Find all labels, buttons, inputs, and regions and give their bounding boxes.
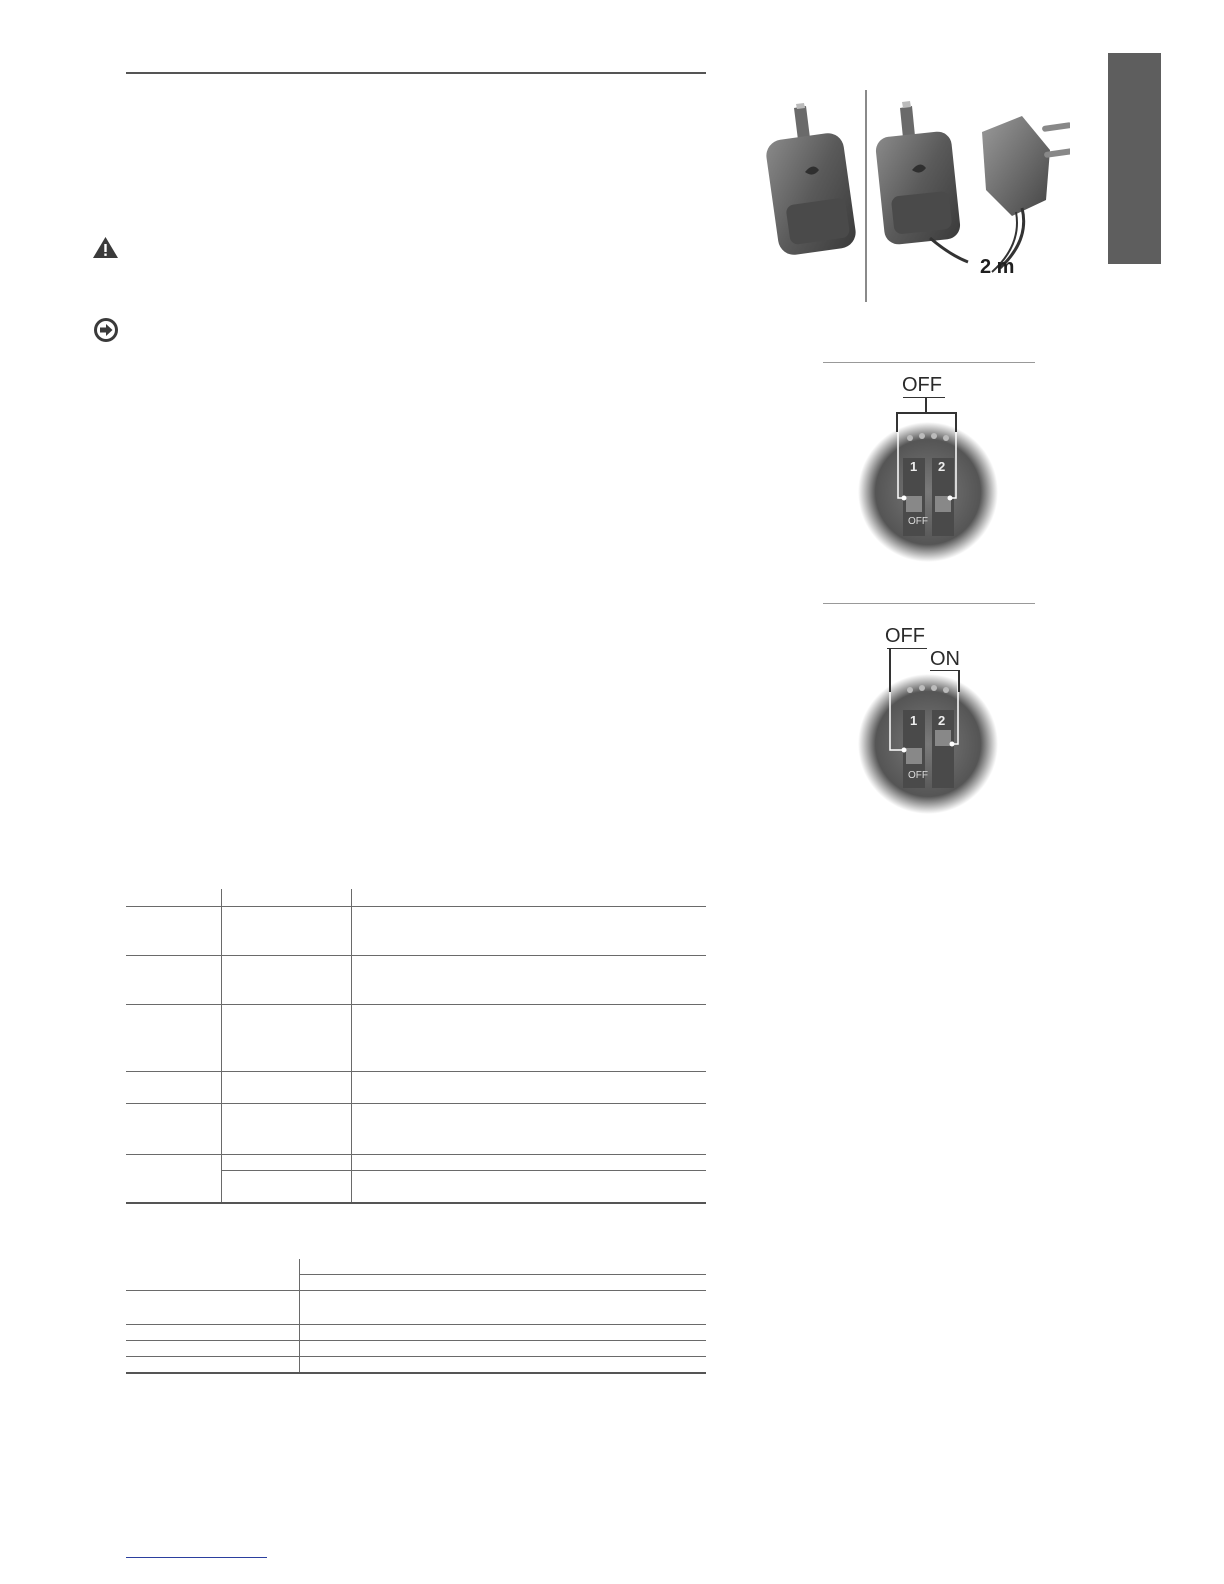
table-2-row-rule bbox=[126, 1356, 706, 1357]
dip-1-number-2: 2 bbox=[938, 459, 946, 474]
table-1-row-rule bbox=[126, 955, 706, 956]
table-1-col-divider bbox=[221, 889, 222, 1203]
figure-1-rule bbox=[823, 362, 1035, 363]
table-1-row-rule bbox=[126, 1154, 706, 1155]
table-1-row-rule bbox=[126, 1004, 706, 1005]
arrow-right-circle-icon bbox=[93, 317, 119, 343]
dip-2-off-label: OFF bbox=[885, 625, 925, 647]
dip-1-bracket-stem bbox=[925, 398, 927, 412]
footnote-separator bbox=[126, 1557, 267, 1558]
dip-2-off-underline bbox=[887, 648, 927, 649]
table-2-row-rule bbox=[126, 1324, 706, 1325]
dip-1-off-underline bbox=[903, 397, 945, 398]
dip-2-number-1: 1 bbox=[910, 713, 918, 728]
table-2-bottom-rule bbox=[126, 1372, 706, 1374]
dip-2-on-underline bbox=[930, 670, 960, 671]
dip-1-bracket-right bbox=[955, 412, 957, 432]
table-1-bottom-rule bbox=[126, 1202, 706, 1204]
figure-2-rule bbox=[823, 603, 1035, 604]
dip-2-off-leader bbox=[889, 648, 891, 692]
table-2-subheader-rule bbox=[300, 1274, 706, 1275]
dip-switch-figure-2 bbox=[858, 652, 998, 824]
dip-2-on-leader bbox=[958, 670, 960, 692]
product-photo bbox=[760, 90, 1070, 302]
dip-1-number-1: 1 bbox=[910, 459, 918, 474]
table-2-row-rule bbox=[126, 1340, 706, 1341]
cable-length-label: 2 m bbox=[980, 256, 1015, 278]
dip-2-on-label: ON bbox=[930, 648, 960, 670]
table-1-col-divider bbox=[351, 889, 352, 1203]
dip-1-switch-off-print: OFF bbox=[908, 516, 928, 527]
dip-switch-figure-1 bbox=[858, 400, 998, 572]
header-rule bbox=[126, 72, 706, 74]
table-1-subrow-rule bbox=[222, 1170, 706, 1171]
dip-1-off-label: OFF bbox=[902, 374, 942, 396]
warning-icon bbox=[92, 236, 119, 259]
table-1-row-rule bbox=[126, 1071, 706, 1072]
side-section-tab bbox=[1108, 53, 1161, 264]
table-1-row-rule bbox=[126, 1103, 706, 1104]
dip-2-number-2: 2 bbox=[938, 713, 946, 728]
dip-2-switch-off-print: OFF bbox=[908, 770, 928, 781]
dip-1-bracket-top bbox=[896, 412, 956, 414]
dip-1-bracket-left bbox=[896, 412, 898, 432]
table-2-row-rule bbox=[126, 1290, 706, 1291]
table-1-row-rule bbox=[126, 906, 706, 907]
